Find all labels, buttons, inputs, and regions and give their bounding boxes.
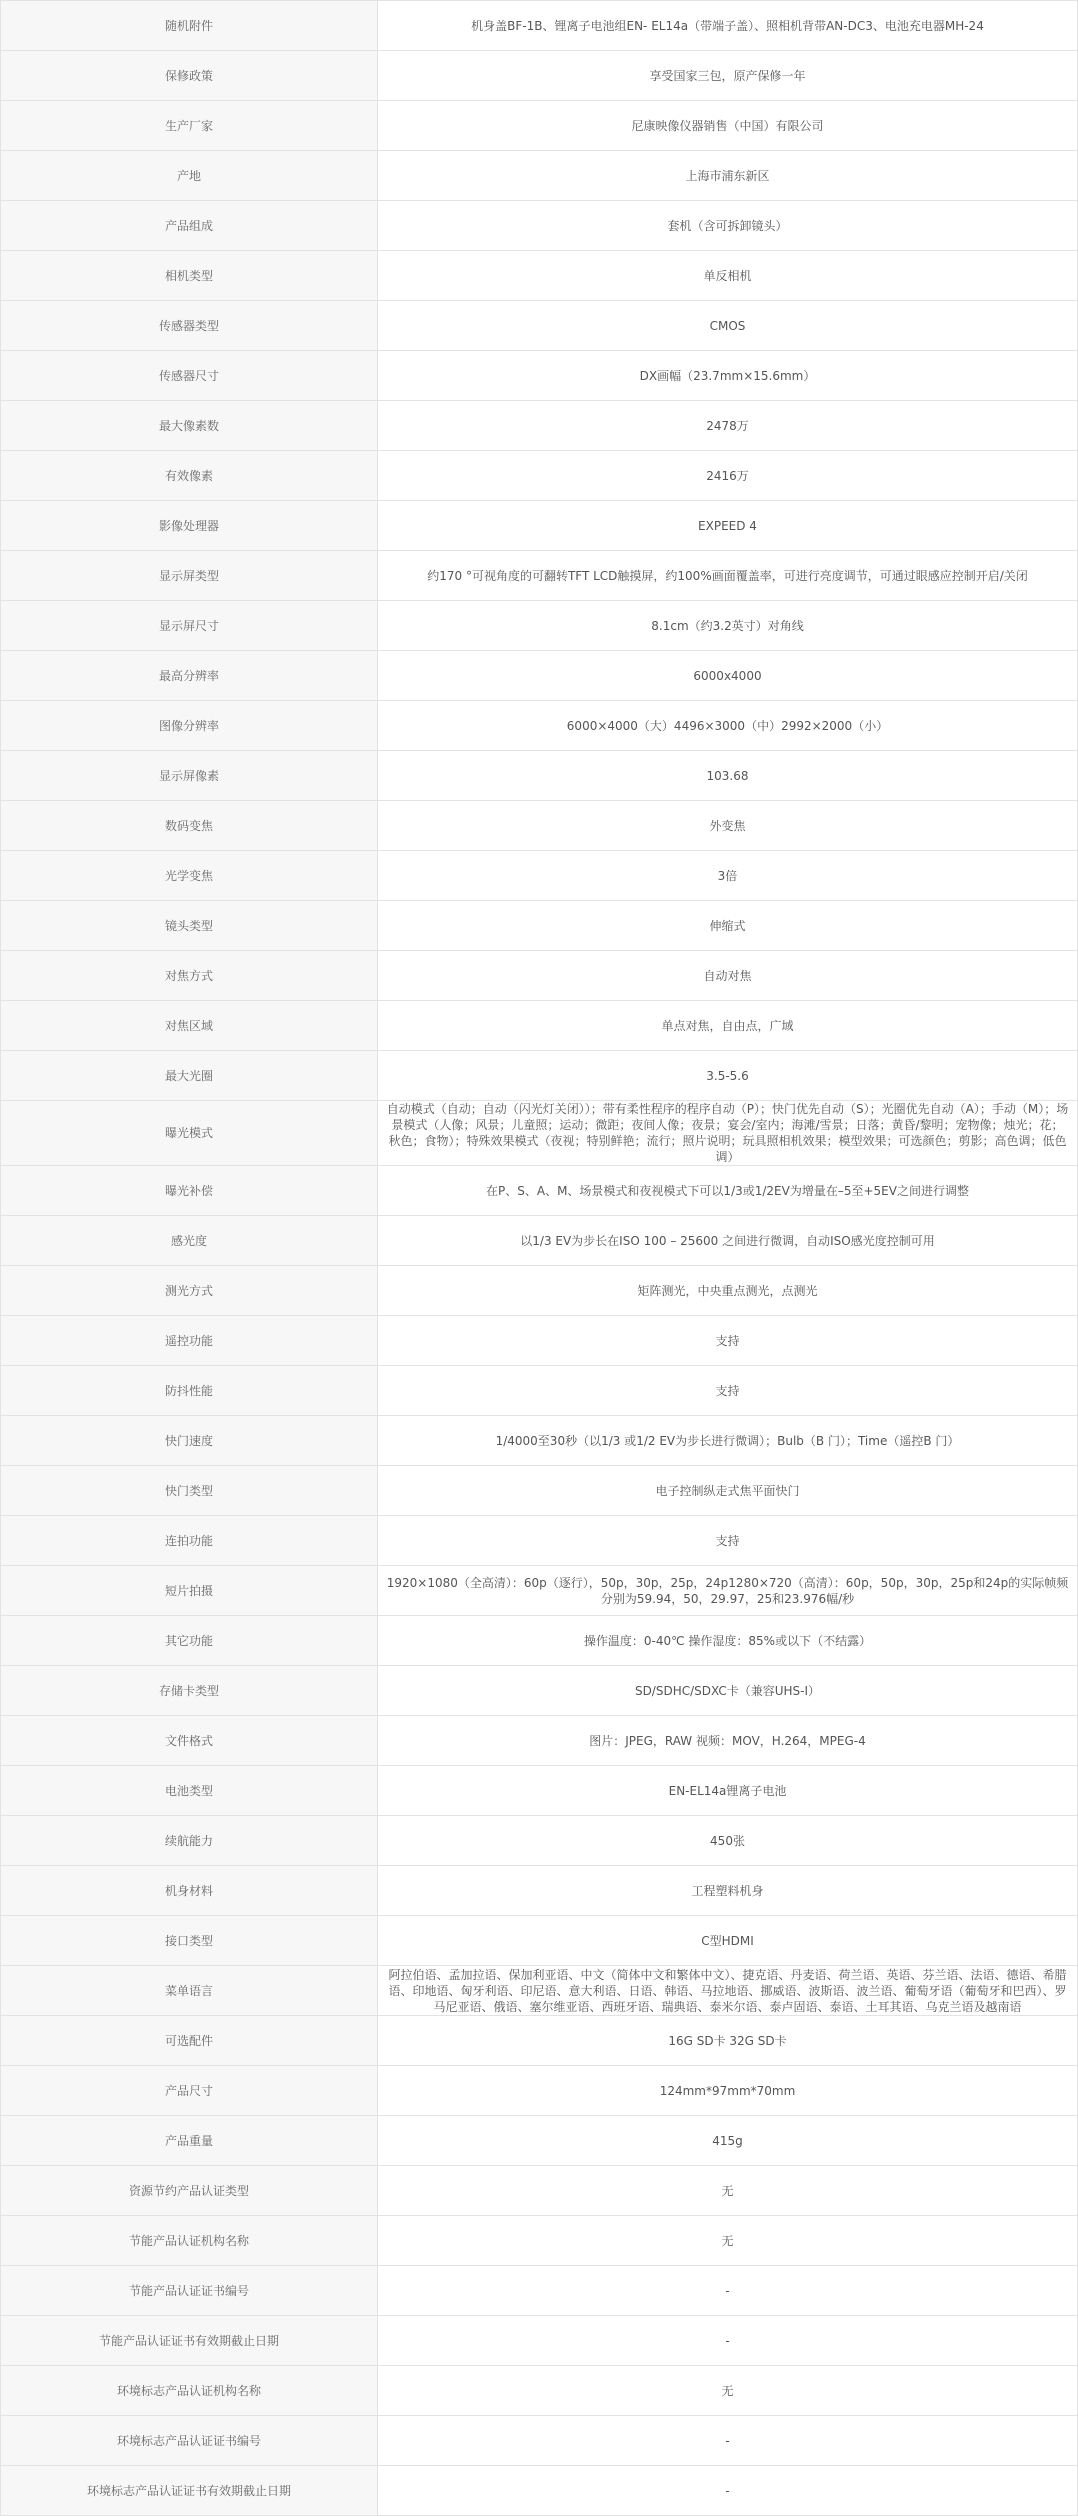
spec-label: 节能产品认证机构名称 — [1, 2216, 378, 2266]
spec-value: 无 — [378, 2216, 1078, 2266]
spec-label: 机身材料 — [1, 1866, 378, 1916]
spec-row — [1, 2316, 1078, 2366]
spec-value: 套机（含可拆卸镜头） — [378, 201, 1078, 251]
spec-row — [1, 1266, 1078, 1316]
spec-value: 450张 — [378, 1816, 1078, 1866]
spec-value: 约170 °可视角度的可翻转TFT LCD触摸屏，约100%画面覆盖率，可进行亮度调节，可通过眼感应控制开启/关闭 — [378, 551, 1078, 601]
spec-row — [1, 101, 1078, 151]
spec-label: 曝光模式 — [1, 1101, 378, 1166]
spec-label: 节能产品认证证书有效期截止日期 — [1, 2316, 378, 2366]
spec-value: 在P、S、A、M、场景模式和夜视模式下可以1/3或1/2EV为增量在–5至+5EV之间进行调整 — [378, 1166, 1078, 1216]
spec-value: 2478万 — [378, 401, 1078, 451]
spec-value: 16G SD卡 32G SD卡 — [378, 2016, 1078, 2066]
spec-value: EXPEED 4 — [378, 501, 1078, 551]
spec-row — [1, 151, 1078, 201]
spec-row — [1, 451, 1078, 501]
spec-label: 传感器类型 — [1, 301, 378, 351]
spec-value: 3倍 — [378, 851, 1078, 901]
spec-value: SD/SDHC/SDXC卡（兼容UHS-I） — [378, 1666, 1078, 1716]
spec-row — [1, 2416, 1078, 2466]
spec-label: 最大光圈 — [1, 1051, 378, 1101]
spec-table-body — [1, 1, 1078, 2516]
spec-row — [1, 51, 1078, 101]
spec-value: 外变焦 — [378, 801, 1078, 851]
spec-value: 单反相机 — [378, 251, 1078, 301]
spec-row — [1, 1916, 1078, 1966]
spec-value: 103.68 — [378, 751, 1078, 801]
spec-row — [1, 2016, 1078, 2066]
spec-value: 无 — [378, 2166, 1078, 2216]
spec-row — [1, 551, 1078, 601]
spec-row — [1, 1366, 1078, 1416]
spec-value: 415g — [378, 2116, 1078, 2166]
spec-value: 3.5-5.6 — [378, 1051, 1078, 1101]
spec-label: 产地 — [1, 151, 378, 201]
spec-value: 6000×4000（大）4496×3000（中）2992×2000（小） — [378, 701, 1078, 751]
spec-label: 光学变焦 — [1, 851, 378, 901]
spec-value: 自动对焦 — [378, 951, 1078, 1001]
spec-row — [1, 801, 1078, 851]
spec-value: - — [378, 2266, 1078, 2316]
spec-row — [1, 351, 1078, 401]
spec-value: 阿拉伯语、孟加拉语、保加利亚语、中文（简体中文和繁体中文）、捷克语、丹麦语、荷兰语、英语、芬兰语、法语、德语、希腊语、印地语、匈牙利语、印尼语、意大利语、日语、韩语、马拉地语、挪威语、波斯语、波兰语、葡萄牙语（葡萄牙和巴西）、罗马尼亚语、俄语、塞尔维亚语、西班牙语、瑞典语、泰米尔语、泰卢固语、泰语、土耳其语、乌克兰语及越南语 — [378, 1966, 1078, 2016]
spec-value: 电子控制纵走式焦平面快门 — [378, 1466, 1078, 1516]
spec-row — [1, 251, 1078, 301]
spec-label: 存储卡类型 — [1, 1666, 378, 1716]
spec-label: 环境标志产品认证证书有效期截止日期 — [1, 2466, 378, 2516]
spec-label: 节能产品认证证书编号 — [1, 2266, 378, 2316]
spec-value: 支持 — [378, 1316, 1078, 1366]
spec-value: 124mm*97mm*70mm — [378, 2066, 1078, 2116]
spec-value: 享受国家三包，原产保修一年 — [378, 51, 1078, 101]
spec-label: 环境标志产品认证证书编号 — [1, 2416, 378, 2466]
spec-value: DX画幅（23.7mm×15.6mm） — [378, 351, 1078, 401]
spec-row — [1, 651, 1078, 701]
spec-row — [1, 1766, 1078, 1816]
spec-label: 接口类型 — [1, 1916, 378, 1966]
spec-value: 无 — [378, 2366, 1078, 2416]
spec-row — [1, 1466, 1078, 1516]
spec-value: 6000x4000 — [378, 651, 1078, 701]
spec-row — [1, 1716, 1078, 1766]
spec-label: 快门速度 — [1, 1416, 378, 1466]
spec-label: 续航能力 — [1, 1816, 378, 1866]
spec-value: 尼康映像仪器销售（中国）有限公司 — [378, 101, 1078, 151]
spec-row — [1, 401, 1078, 451]
spec-label: 电池类型 — [1, 1766, 378, 1816]
spec-row — [1, 1416, 1078, 1466]
spec-row — [1, 1666, 1078, 1716]
spec-label: 图像分辨率 — [1, 701, 378, 751]
spec-value: 2416万 — [378, 451, 1078, 501]
spec-value: 以1/3 EV为步长在ISO 100 – 25600 之间进行微调，自动ISO感光度控制可用 — [378, 1216, 1078, 1266]
spec-label: 影像处理器 — [1, 501, 378, 551]
spec-value: 支持 — [378, 1516, 1078, 1566]
spec-row — [1, 751, 1078, 801]
spec-value: 1920×1080（全高清）：60p（逐行），50p，30p，25p，24p1280×720（高清）：60p，50p，30p，25p和24p的实际帧频分别为59.94，50，29.97，25和23.976幅/秒 — [378, 1566, 1078, 1616]
spec-row — [1, 1216, 1078, 1266]
spec-row — [1, 201, 1078, 251]
spec-value: - — [378, 2466, 1078, 2516]
spec-row — [1, 701, 1078, 751]
spec-label: 遥控功能 — [1, 1316, 378, 1366]
spec-row — [1, 2266, 1078, 2316]
spec-value: 1/4000至30秒（以1/3 或1/2 EV为步长进行微调）；Bulb（B 门）；Time（遥控B 门） — [378, 1416, 1078, 1466]
spec-label: 产品组成 — [1, 201, 378, 251]
spec-label: 显示屏像素 — [1, 751, 378, 801]
spec-row — [1, 1001, 1078, 1051]
spec-value: 机身盖BF-1B、锂离子电池组EN- EL14a（带端子盖）、照相机背带AN-DC3、电池充电器MH-24 — [378, 1, 1078, 51]
spec-label: 其它功能 — [1, 1616, 378, 1666]
spec-value: EN-EL14a锂离子电池 — [378, 1766, 1078, 1816]
spec-row — [1, 851, 1078, 901]
spec-label: 连拍功能 — [1, 1516, 378, 1566]
spec-row — [1, 2466, 1078, 2516]
spec-row — [1, 1966, 1078, 2016]
spec-row — [1, 1, 1078, 51]
spec-row — [1, 1616, 1078, 1666]
spec-value: 自动模式（自动；自动（闪光灯关闭））；带有柔性程序的程序自动（P）；快门优先自动（S）；光圈优先自动（A）；手动（M）；场景模式（人像；风景；儿童照；运动；微距；夜间人像；夜景；宴会/室内；海滩/雪景；日落；黄昏/黎明；宠物像；烛光；花；秋色；食物）；特殊效果模式（夜视；特别鲜艳；流行；照片说明；玩具照相机效果；模型效果；可选颜色；剪影；高色调；低色调） — [378, 1101, 1078, 1166]
spec-value: 矩阵测光，中央重点测光，点测光 — [378, 1266, 1078, 1316]
spec-label: 随机附件 — [1, 1, 378, 51]
spec-label: 镜头类型 — [1, 901, 378, 951]
spec-label: 感光度 — [1, 1216, 378, 1266]
spec-label: 显示屏尺寸 — [1, 601, 378, 651]
spec-label: 文件格式 — [1, 1716, 378, 1766]
spec-row — [1, 501, 1078, 551]
spec-value: 单点对焦，自由点，广域 — [378, 1001, 1078, 1051]
spec-row — [1, 601, 1078, 651]
spec-label: 产品尺寸 — [1, 2066, 378, 2116]
spec-label: 曝光补偿 — [1, 1166, 378, 1216]
spec-label: 对焦方式 — [1, 951, 378, 1001]
spec-value: 上海市浦东新区 — [378, 151, 1078, 201]
spec-value: 伸缩式 — [378, 901, 1078, 951]
spec-row — [1, 1866, 1078, 1916]
spec-label: 产品重量 — [1, 2116, 378, 2166]
spec-row — [1, 1101, 1078, 1166]
spec-label: 测光方式 — [1, 1266, 378, 1316]
spec-label: 显示屏类型 — [1, 551, 378, 601]
spec-label: 数码变焦 — [1, 801, 378, 851]
spec-value: 8.1cm（约3.2英寸）对角线 — [378, 601, 1078, 651]
spec-label: 防抖性能 — [1, 1366, 378, 1416]
spec-label: 生产厂家 — [1, 101, 378, 151]
spec-label: 快门类型 — [1, 1466, 378, 1516]
spec-value: 工程塑料机身 — [378, 1866, 1078, 1916]
spec-row — [1, 1316, 1078, 1366]
spec-label: 资源节约产品认证类型 — [1, 2166, 378, 2216]
spec-value: - — [378, 2316, 1078, 2366]
spec-label: 短片拍摄 — [1, 1566, 378, 1616]
spec-row — [1, 951, 1078, 1001]
spec-row — [1, 1051, 1078, 1101]
spec-value: C型HDMI — [378, 1916, 1078, 1966]
spec-label: 传感器尺寸 — [1, 351, 378, 401]
spec-row — [1, 2066, 1078, 2116]
spec-value: 图片：JPEG，RAW 视频：MOV，H.264，MPEG-4 — [378, 1716, 1078, 1766]
spec-value: 支持 — [378, 1366, 1078, 1416]
spec-value: - — [378, 2416, 1078, 2466]
spec-label: 可选配件 — [1, 2016, 378, 2066]
spec-label: 最高分辨率 — [1, 651, 378, 701]
spec-label: 相机类型 — [1, 251, 378, 301]
spec-label: 最大像素数 — [1, 401, 378, 451]
spec-row — [1, 1816, 1078, 1866]
spec-row — [1, 2116, 1078, 2166]
spec-row — [1, 1516, 1078, 1566]
spec-row — [1, 301, 1078, 351]
spec-label: 保修政策 — [1, 51, 378, 101]
spec-row — [1, 901, 1078, 951]
spec-row — [1, 2366, 1078, 2416]
spec-row — [1, 2166, 1078, 2216]
spec-label: 环境标志产品认证机构名称 — [1, 2366, 378, 2416]
spec-label: 菜单语言 — [1, 1966, 378, 2016]
spec-row — [1, 2216, 1078, 2266]
spec-label: 有效像素 — [1, 451, 378, 501]
spec-label: 对焦区域 — [1, 1001, 378, 1051]
spec-value: CMOS — [378, 301, 1078, 351]
spec-value: 操作温度：0-40℃ 操作湿度：85%或以下（不结露） — [378, 1616, 1078, 1666]
spec-row — [1, 1566, 1078, 1616]
spec-row — [1, 1166, 1078, 1216]
